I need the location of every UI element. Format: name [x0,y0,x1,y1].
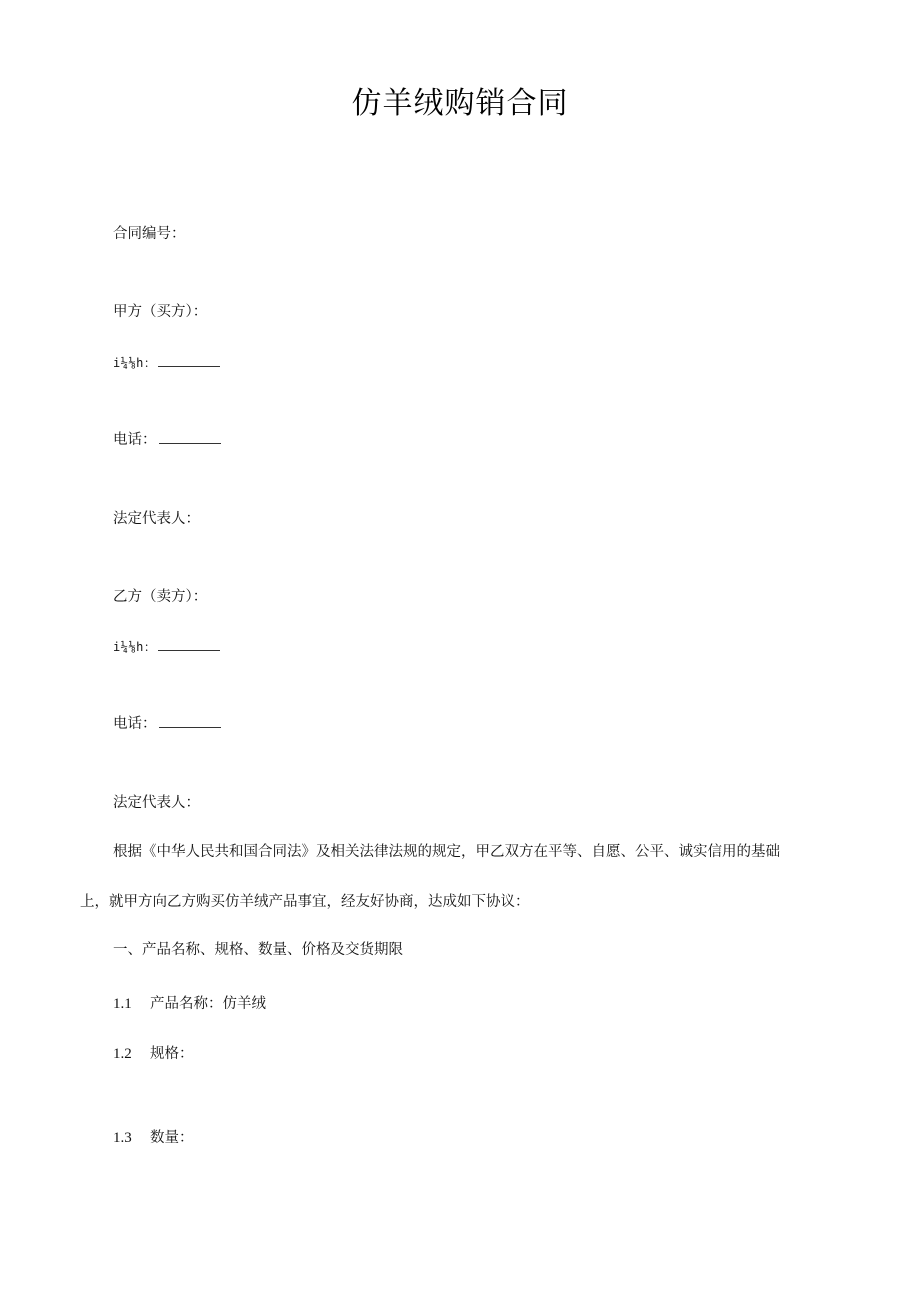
party-a-address-blank [158,354,220,367]
party-b-phone-label: 电话： [113,716,157,732]
party-a-phone-blank [159,431,221,444]
party-b-address-label: i¼⅛h： [113,640,157,654]
party-b-phone-row [113,712,221,733]
section-1-heading: 一、产品名称、规格、数量、价格及交货期限 [113,942,403,958]
clause-text: 产品名称：仿羊绒 [150,996,266,1012]
party-b-address-row [113,638,220,655]
clause-1-2 [113,1042,194,1063]
preamble-line-2: 上，就甲方向乙方购买仿羊绒产品事宜，经友好协商，达成如下协议： [80,894,530,910]
clause-number: 1.1 [113,996,132,1012]
party-a-heading: 甲方（买方）： [113,304,208,320]
party-b-phone-blank [159,715,221,728]
clause-number: 1.3 [113,1130,132,1146]
clause-text: 数量： [150,1130,194,1146]
party-b-address-blank [158,638,220,651]
party-a-phone-row [113,428,221,449]
preamble-line-1: 根据《中华人民共和国合同法》及相关法律法规的规定，甲乙双方在平等、自愿、公平、诚实信用的基础 [113,844,780,860]
clause-1-3 [113,1126,194,1147]
party-a-phone-label: 电话： [113,432,157,448]
document-title: 仿羊绒购销合同 [351,86,569,121]
party-a-address-label: i¼⅛h： [113,356,157,370]
party-b-representative-label: 法定代表人： [113,795,200,811]
clause-1-1 [113,992,266,1013]
contract-number-label: 合同编号： [113,226,186,242]
clause-number: 1.2 [113,1046,132,1062]
party-a-address-row [113,354,220,371]
party-b-heading: 乙方（卖方）： [113,589,208,605]
party-a-representative-label: 法定代表人： [113,511,200,527]
clause-text: 规格： [150,1046,194,1062]
